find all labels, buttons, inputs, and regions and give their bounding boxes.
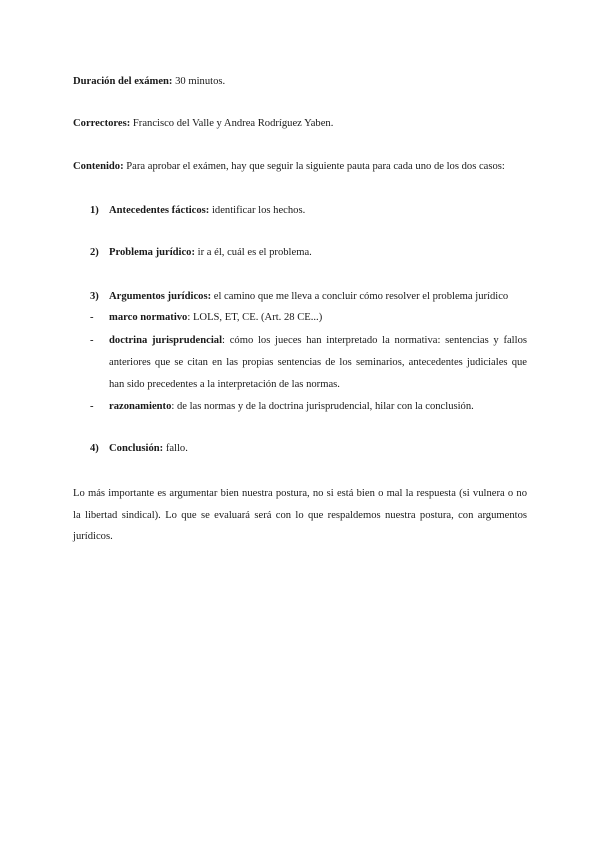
item-title: Problema jurídico:: [109, 247, 196, 258]
subitem-doctrina-line1: [109, 334, 527, 348]
correctors-label: Correctores:: [73, 118, 131, 129]
correctors-value: Francisco del Valle y Andrea Rodríguez Yaben.: [130, 118, 334, 129]
subitem-text: : LOLS, ET, CE. (Art. 28 CE...): [187, 312, 323, 323]
dash-bullet: -: [90, 401, 94, 412]
closing-line1: Lo más importante es argumentar bien nuestra postura, no si está bien o mal la respuesta (si vulnera o no: [73, 488, 527, 499]
subitem-text: : cómo los jueces han interpretado la normativa: sentencias y fallos: [222, 335, 527, 346]
item-text: ir a él, cuál es el problema.: [195, 247, 312, 258]
closing-line3: jurídicos.: [73, 531, 113, 542]
duration-value: 30 minutos.: [172, 76, 226, 87]
item-number: 3): [90, 291, 99, 302]
subitem-razonamiento: [109, 400, 474, 414]
list-item: [109, 204, 305, 218]
dash-bullet: -: [90, 335, 94, 346]
item-number: 2): [90, 247, 99, 258]
item-number: 4): [90, 443, 99, 454]
list-item: [109, 442, 188, 456]
list-item: [109, 290, 508, 304]
item-number: 1): [90, 205, 99, 216]
subitem-text: : de las normas y de la doctrina jurisprudencial, hilar con la conclusión.: [171, 401, 474, 412]
subitem-doctrina-line3: han sido precedentes a la interpretación de las normas.: [109, 379, 340, 390]
item-text: fallo.: [163, 443, 188, 454]
item-title: Conclusión:: [109, 443, 164, 454]
closing-line2: la libertad sindical). Lo que se evaluará será con lo que respaldemos nuestra postura, con argumentos: [73, 510, 527, 521]
content-label: Contenido:: [73, 161, 124, 172]
dash-bullet: -: [90, 312, 94, 323]
subitem-title: doctrina jurisprudencial: [109, 335, 223, 346]
item-text: el camino que me lleva a concluir cómo resolver el problema jurídico: [211, 291, 509, 302]
list-item: [109, 246, 312, 260]
duration-line: [73, 75, 225, 89]
duration-label: Duración del exámen:: [73, 76, 173, 87]
content-value: Para aprobar el exámen, hay que seguir la siguiente pauta para cada uno de los dos casos:: [123, 161, 505, 172]
subitem-marco: [109, 311, 322, 325]
item-text: identificar los hechos.: [209, 205, 306, 216]
subitem-doctrina-line2: anteriores que se citan en las propias sentencias de los seminarios, antecedentes judiciales que: [109, 357, 527, 368]
item-title: Antecedentes fácticos:: [109, 205, 210, 216]
correctors-line: [73, 117, 333, 131]
content-line: [73, 160, 505, 174]
item-title: Argumentos jurídicos:: [109, 291, 212, 302]
subitem-title: marco normativo: [109, 312, 188, 323]
subitem-title: razonamiento: [109, 401, 172, 412]
